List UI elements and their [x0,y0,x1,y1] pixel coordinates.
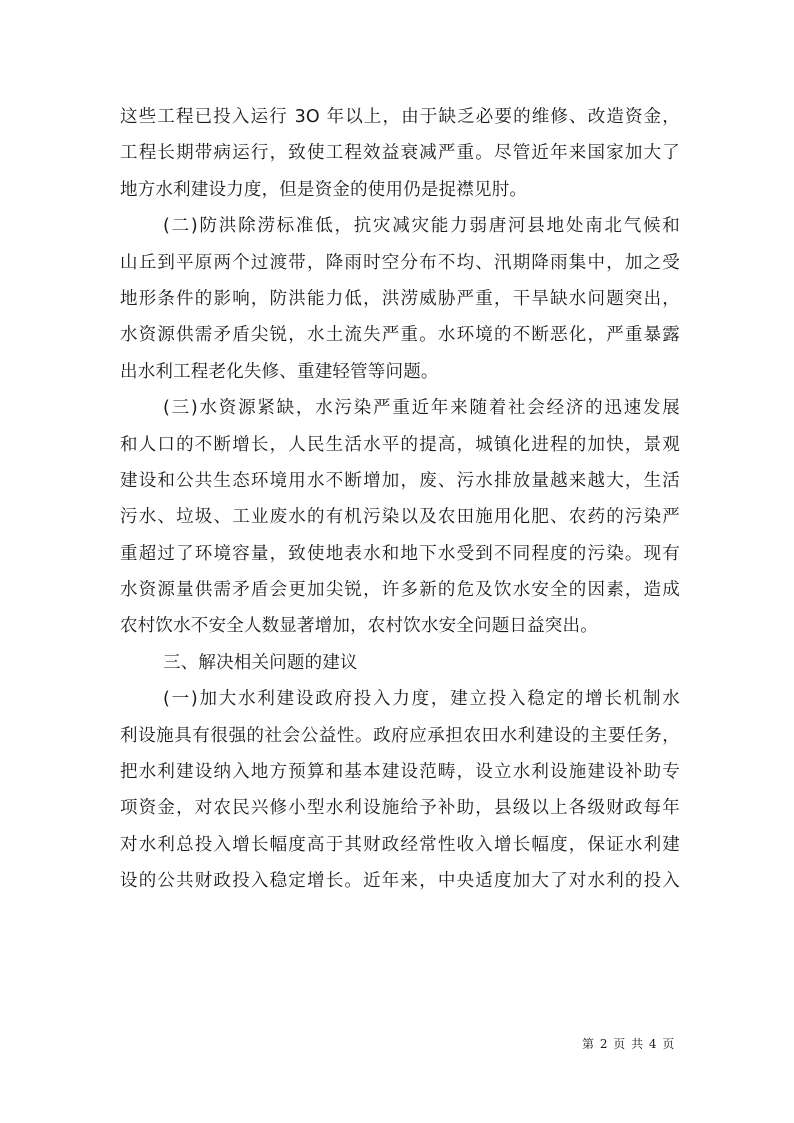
text-line: 建设和公共生态环境用水不断增加，废、污水排放量越来越大，生活 [120,470,680,491]
document-body [120,99,680,900]
text-line: (二)防洪除涝标准低，抗灾减灾能力弱唐河县地处南北气候和 [163,216,680,237]
paragraph-water-shortage [120,390,680,645]
text-line: 工程长期带病运行，致使工程效益衰减严重。尽管近年来国家加大了 [120,143,680,164]
section-heading [120,645,680,681]
section-heading-text: 三、解决相关问题的建议 [163,652,358,673]
text-line: 设的公共财政投入稳定增长。近年来，中央适度加大了对水利的投入 [120,871,680,892]
paragraph-flood-control [120,208,680,390]
text-line: 把水利建设纳入地方预算和基本建设范畴，设立水利设施建设补助专 [120,762,680,783]
text-line: 水资源供需矛盾尖锐，水土流失严重。水环境的不断恶化，严重暴露 [120,325,680,346]
text-line: 对水利总投入增长幅度高于其财政经常性收入增长幅度，保证水利建 [120,834,680,855]
text-line: (三)水资源紧缺，水污染严重近年来随着社会经济的迅速发展 [163,398,680,419]
text-line: 重超过了环境容量，致使地表水和地下水受到不同程度的污染。现有 [120,543,680,564]
text-line: 和人口的不断增长，人民生活水平的提高，城镇化进程的加快，景观 [120,434,680,455]
text-line: 利设施具有很强的社会公益性。政府应承担农田水利建设的主要任务， [120,725,680,746]
text-line: 出水利工程老化失修、重建轻管等问题。 [120,361,439,382]
text-line: 地形条件的影响，防洪能力低，洪涝威胁严重，干旱缺水问题突出， [120,288,680,309]
text-line: (一)加大水利建设政府投入力度，建立投入稳定的增长机制水 [163,689,680,710]
text-line: 地方水利建设力度，但是资金的使用仍是捉襟见肘。 [120,179,528,200]
text-line: 农村饮水不安全人数显著增加，农村饮水安全问题日益突出。 [120,616,598,637]
text-line: 山丘到平原两个过渡带，降雨时空分布不均、汛期降雨集中，加之受 [120,252,680,273]
text-line: 水资源量供需矛盾会更加尖锐，许多新的危及饮水安全的因素，造成 [120,580,680,601]
paragraph-government-investment [120,681,680,899]
page-number: 第 2 页 共 4 页 [582,1037,676,1051]
text-line: 污水、垃圾、工业废水的有机污染以及农田施用化肥、农药的污染严 [120,507,680,528]
text-line: 项资金，对农民兴修小型水利设施给予补助，县级以上各级财政每年 [120,798,680,819]
text-line: 这些工程已投入运行 3O 年以上，由于缺乏必要的维修、改造资金， [120,107,680,127]
paragraph-continuation [120,99,680,208]
